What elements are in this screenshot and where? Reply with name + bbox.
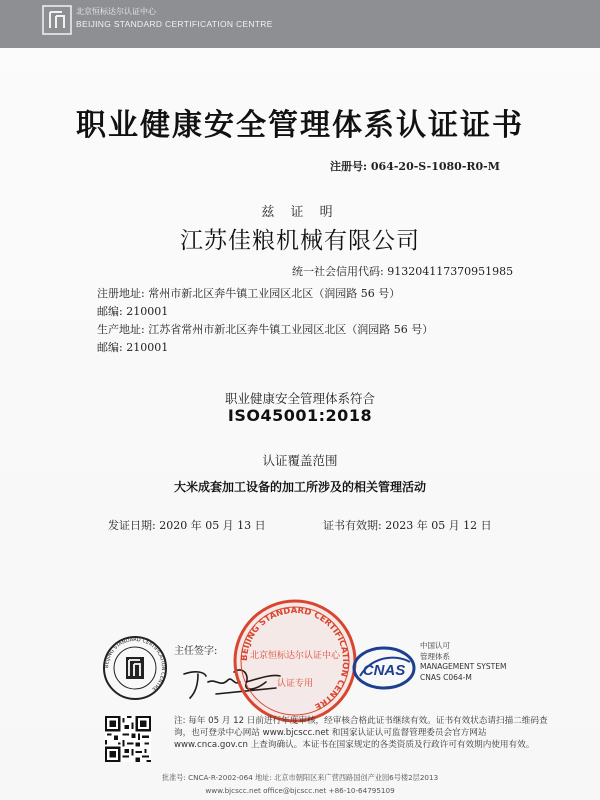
valid-date: 证书有效期: 2023 年 05 月 12 日: [323, 519, 492, 532]
conformity-label: 职业健康安全管理体系符合: [224, 391, 375, 406]
brand-name-cn: 北京恒标达尔认证中心: [76, 7, 156, 16]
stamp-bottom-text: 认证专用: [276, 679, 314, 689]
scope-label: 认证覆盖范围: [262, 453, 338, 468]
verification-qr-code[interactable]: [105, 716, 151, 762]
production-postcode: 邮编: 210001: [97, 341, 169, 354]
certification-centre-logo: [42, 5, 72, 35]
production-address: 生产地址: 江苏省常州市新北区奔牛镇工业园区北区（润园路 56 号）: [97, 323, 434, 336]
official-red-stamp: [232, 598, 358, 724]
cnas-logo-text: CNAS: [362, 662, 406, 679]
header-bar: [0, 0, 600, 48]
footer-approval-address: 批准号: CNCA-R-2002-064 地址: 北京市朝阳区来广营西路国创产业园6号楼2层2013: [161, 773, 439, 782]
brand-name-en: BEIJING STANDARD CERTIFICATION CENTRE: [76, 19, 273, 29]
registration-number: 注册号: 064-20-S-1080-R0-M: [330, 160, 500, 173]
certify-label: 兹 证 明: [261, 205, 339, 220]
company-name: 江苏佳粮机械有限公司: [180, 228, 420, 254]
credit-code: 统一社会信用代码: 913204117370951985: [292, 265, 514, 278]
cnas-line-2: 管理体系: [420, 652, 450, 661]
issue-date: 发证日期: 2020 年 05 月 13 日: [108, 519, 266, 532]
cnas-line-1: 中国认可: [420, 641, 450, 650]
certificate-note: 注: 每年 05 月 12 日前进行年度审核，经审核合格此证书继续有效。证书有效状态请扫描二维码查询，也可登录中心网站 www.bjcscc.net 和国家认证认可监督管理委员会官方网站 www.cnca.gov.cn 上查询确认。本证书在国家规定的各类资质及行政许可有效期内使用有效。: [174, 716, 548, 750]
footer-contact: www.bjcscc.net office@bjcscc.net +86-10-64795109: [205, 786, 395, 795]
cnas-logo: [352, 646, 416, 690]
stamp-center-text: 北京恒标达尔认证中心: [249, 651, 341, 661]
standard-code: ISO45001:2018: [227, 406, 373, 425]
registered-address: 注册地址: 常州市新北区奔牛镇工业园区北区（润园路 56 号）: [97, 287, 401, 300]
certificate-title: 职业健康安全管理体系认证证书: [76, 108, 524, 143]
seal-ring-text: BEIJING STANDARD CERTIFICATION CENTRE: [103, 636, 167, 693]
cnas-line-3: MANAGEMENT SYSTEM: [420, 662, 507, 671]
cnas-line-4: CNAS C064-M: [420, 673, 472, 682]
scope-text: 大米成套加工设备的加工所涉及的相关管理活动: [173, 480, 426, 494]
certification-centre-seal: [102, 635, 168, 701]
stamp-ring-text: BEIJING STANDARD CERTIFICATION CENTRE: [239, 605, 351, 712]
registered-postcode: 邮编: 210001: [97, 305, 169, 318]
director-signature-label: 主任签字:: [174, 646, 218, 657]
